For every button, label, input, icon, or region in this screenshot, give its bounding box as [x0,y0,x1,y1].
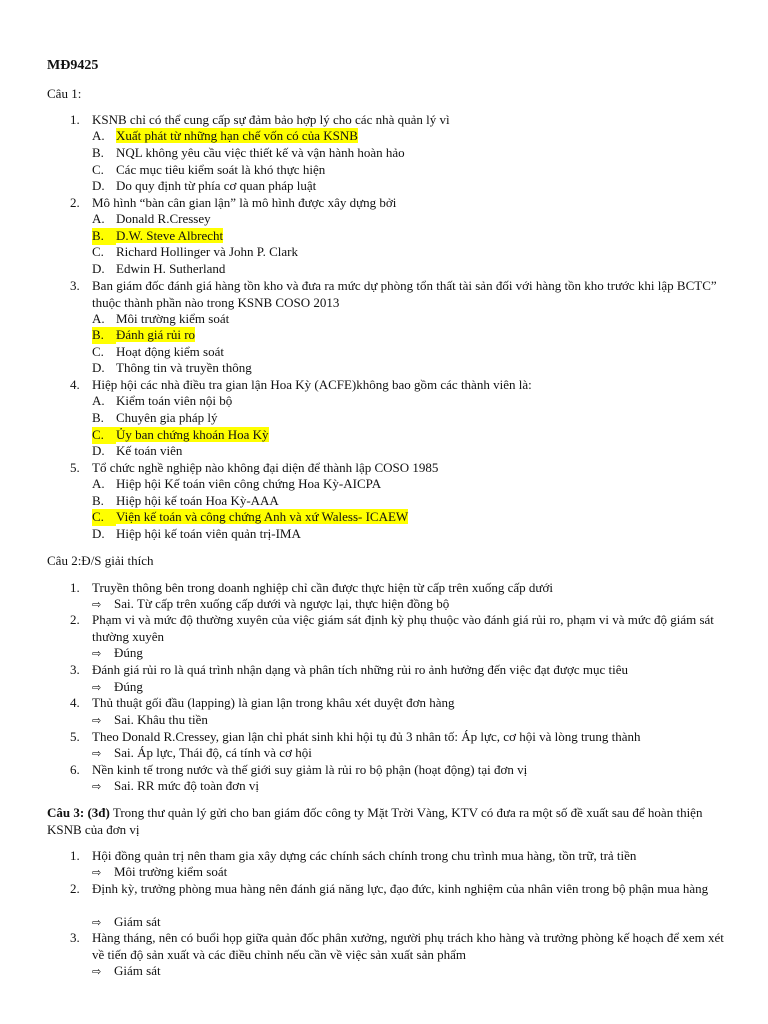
proposal-answer-2 [92,914,161,932]
question-5 [70,460,730,477]
option-text: Edwin H. Sutherland [116,261,226,276]
arrow-icon: ⇨ [92,681,102,694]
option-1a [92,128,358,145]
option-letter: B. [92,493,104,508]
section-3-label: Câu 3: (3đ) [47,805,110,820]
statement-5 [70,729,730,746]
section-3-intro: Trong thư quản lý gửi cho ban giám đốc công ty Mặt Trời Vàng, KTV có đưa ra một số đề xuất sau để hoàn thiện KSNB của đơn vị [47,805,703,837]
option-letter: C. [92,427,116,444]
statement-4 [70,695,730,712]
statement-6 [70,762,730,779]
question-text: Hiệp hội các nhà điều tra gian lận Hoa Kỳ (ACFE)không bao gồm các thành viên là: [92,377,532,392]
option-letter: C. [92,509,116,526]
option-5a [92,476,381,493]
statement-number: 1. [70,580,80,595]
proposal-answer-3 [92,963,161,981]
option-letter: C. [92,162,104,177]
arrow-icon: ⇨ [92,598,102,611]
proposal-2 [70,881,730,898]
arrow-icon: ⇨ [92,647,102,660]
option-text: Hiệp hội Kế toán viên công chứng Hoa Kỳ-AICPA [116,476,382,491]
option-text: Môi trường kiểm soát [116,311,230,326]
proposal-answer-1 [92,864,227,882]
option-text: Hoạt động kiểm soát [116,344,224,359]
statement-text: Thủ thuật gối đầu (lapping) là gian lận trong khâu xét duyệt đơn hàng [92,695,455,710]
option-text-highlighted: Đánh giá rủi ro [116,327,196,342]
option-letter: A. [92,476,105,491]
option-5c [92,509,408,526]
proposal-text: Định kỳ, trưởng phòng mua hàng nên đánh giá năng lực, đạo đức, kinh nghiệm của nhân viên trong bộ phận mua hàng [92,881,709,896]
answer-1 [92,596,449,614]
option-letter: C. [92,244,104,259]
option-text: Kế toán viên [116,443,183,458]
option-text: NQL không yêu cầu việc thiết kế và vận hành hoàn hảo [116,145,405,160]
option-text: Chuyên gia pháp lý [116,410,218,425]
answer-text: Giám sát [114,963,161,978]
option-text-highlighted: Viện kế toán và công chứng Anh và xứ Waless- ICAEW [116,509,409,524]
question-1 [70,112,730,129]
statement-number: 6. [70,762,80,777]
option-text: Thông tin và truyền thông [116,360,252,375]
answer-2 [92,645,143,663]
option-text-highlighted: D.W. Steve Albrecht [116,228,224,243]
statement-number: 2. [70,612,80,627]
answer-6 [92,778,259,796]
option-text-highlighted: Xuất phát từ những hạn chế vốn có của KSNB [116,128,358,143]
answer-text: Đúng [114,679,143,694]
statement-1 [70,580,730,597]
arrow-icon: ⇨ [92,866,102,879]
option-text-highlighted: Ủy ban chứng khoán Hoa Kỳ [116,427,269,442]
question-number: 2. [70,195,80,210]
answer-4 [92,712,208,730]
option-3d [92,360,252,377]
option-letter: B. [92,327,116,344]
option-letter: C. [92,344,104,359]
proposal-number: 2. [70,881,80,896]
option-text: Kiểm toán viên nội bộ [116,393,233,408]
section-2-heading: Câu 2:Đ/S giải thích [47,553,154,568]
option-letter: B. [92,410,104,425]
statement-2 [70,612,730,645]
answer-text: Giám sát [114,914,161,929]
option-text: Các mục tiêu kiểm soát là khó thực hiện [116,162,326,177]
statement-number: 3. [70,662,80,677]
option-5d [92,526,301,543]
arrow-icon: ⇨ [92,747,102,760]
question-text: Tổ chức nghề nghiệp nào không đại diện để thành lập COSO 1985 [92,460,439,475]
question-text: Mô hình “bàn cân gian lận” là mô hình được xây dựng bởi [92,195,397,210]
statement-text: Theo Donald R.Cressey, gian lận chỉ phát sinh khi hội tụ đủ 3 nhân tố: Áp lực, cơ hội và lòng trung thành [92,729,641,744]
answer-3 [92,679,143,697]
statement-number: 4. [70,695,80,710]
option-4a [92,393,232,410]
proposal-number: 3. [70,930,80,945]
option-text: Donald R.Cressey [116,211,211,226]
option-letter: D. [92,261,105,276]
option-4d [92,443,182,460]
question-number: 4. [70,377,80,392]
option-letter: B. [92,145,104,160]
proposal-1 [70,848,730,865]
option-3b [92,327,195,344]
option-letter: A. [92,211,105,226]
option-3c [92,344,224,361]
statement-number: 5. [70,729,80,744]
option-3a [92,311,229,328]
answer-text: Sai. Áp lực, Thái độ, cá tính và cơ hội [114,745,312,760]
document-title: MĐ9425 [47,58,99,73]
question-3 [70,278,730,311]
arrow-icon: ⇨ [92,965,102,978]
option-2d [92,261,225,278]
option-1c [92,162,325,179]
option-text: Richard Hollinger và John P. Clark [116,244,298,259]
option-text: Do quy định từ phía cơ quan pháp luật [116,178,317,193]
proposal-text: Hội đồng quản trị nên tham gia xây dựng các chính sách chính trong chu trình mua hàng, tồn trữ, trả tiền [92,848,637,863]
option-letter: B. [92,228,116,245]
proposal-number: 1. [70,848,80,863]
option-2b [92,228,223,245]
statement-text: Nền kinh tế trong nước và thế giới suy giảm là rủi ro bộ phận (hoạt động) tại đơn vị [92,762,528,777]
option-text: Hiệp hội kế toán Hoa Kỳ-AAA [116,493,279,508]
option-5b [92,493,279,510]
statement-3 [70,662,730,679]
option-text: Hiệp hội kế toán viên quản trị-IMA [116,526,301,541]
answer-text: Sai. RR mức độ toàn đơn vị [114,778,259,793]
answer-text: Sai. Khâu thu tiền [114,712,208,727]
section-3-heading [47,805,727,838]
option-1b [92,145,405,162]
question-text: Ban giám đốc đánh giá hàng tồn kho và đưa ra mức dự phòng tổn thất tài sản đối với hàng tồn kho trước khi lập BCTC” thuộc thành phần nào trong KSNB COSO 2013 [92,278,717,310]
answer-text: Sai. Từ cấp trên xuống cấp dưới và ngược lại, thực hiện đồng bộ [114,596,450,611]
statement-text: Đánh giá rủi ro là quá trình nhận dạng và phân tích những rủi ro ảnh hưởng đến việc đạt được mục tiêu [92,662,628,677]
proposal-text: Hàng tháng, nên có buổi họp giữa quản đốc phân xưởng, người phụ trách kho hàng và trưởng phòng kế hoạch để xem xét về tiến độ sản xuất và các điều chỉnh nếu cần về việc sản xuất sản phẩm [92,930,724,962]
arrow-icon: ⇨ [92,780,102,793]
answer-text: Đúng [114,645,143,660]
option-2c [92,244,298,261]
option-letter: D. [92,443,105,458]
section-1-heading: Câu 1: [47,86,82,101]
option-letter: D. [92,526,105,541]
question-4 [70,377,730,394]
option-letter: A. [92,128,105,143]
question-number: 1. [70,112,80,127]
proposal-3 [70,930,730,963]
option-2a [92,211,211,228]
option-letter: A. [92,311,105,326]
option-letter: A. [92,393,105,408]
answer-text: Môi trường kiểm soát [114,864,228,879]
option-4c [92,427,269,444]
option-letter: D. [92,178,105,193]
statement-text: Truyền thông bên trong doanh nghiệp chỉ cần được thực hiện từ cấp trên xuống cấp dưới [92,580,553,595]
question-number: 3. [70,278,80,293]
option-letter: D. [92,360,105,375]
answer-5 [92,745,312,763]
question-number: 5. [70,460,80,475]
question-text: KSNB chỉ có thể cung cấp sự đảm bảo hợp lý cho các nhà quản lý vì [92,112,450,127]
arrow-icon: ⇨ [92,714,102,727]
option-4b [92,410,217,427]
question-2 [70,195,730,212]
arrow-icon: ⇨ [92,916,102,929]
statement-text: Phạm vi và mức độ thường xuyên của việc giám sát định kỳ phụ thuộc vào đánh giá rủi ro, phạm vi và mức độ giám sát thường xuyên [92,612,714,644]
option-1d [92,178,316,195]
